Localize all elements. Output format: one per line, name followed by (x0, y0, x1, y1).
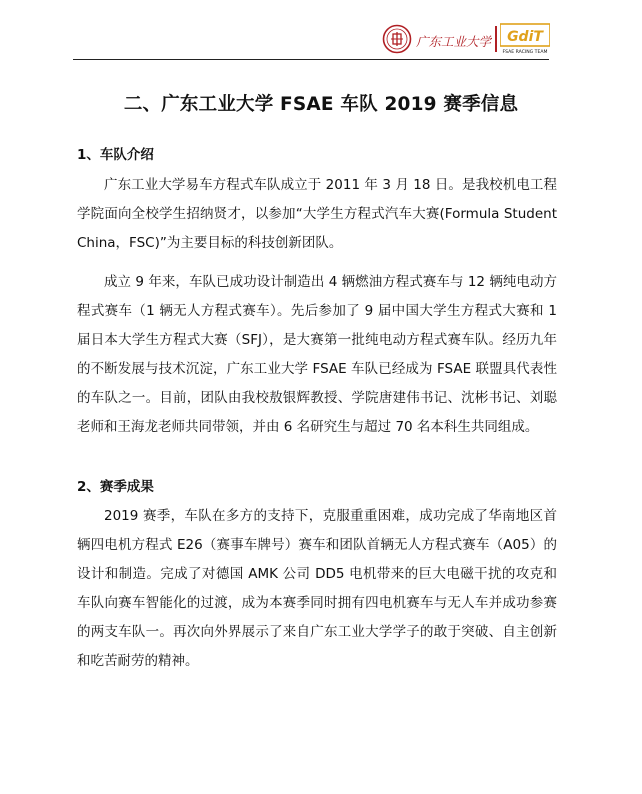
svg-text:FSAE RACING TEAM: FSAE RACING TEAM (502, 50, 548, 55)
section-heading-season-results: 2、赛季成果 (77, 479, 154, 495)
university-name-logo (416, 26, 492, 52)
logo-divider (495, 26, 497, 52)
header-logos (382, 22, 552, 56)
svg-text:广东工业大学: 广东工业大学 (416, 34, 492, 49)
header-rule (73, 59, 549, 60)
section-heading-team-intro: 1、车队介绍 (77, 147, 154, 163)
paragraph-team-history: 成立 9 年来，车队已成功设计制造出 4 辆燃油方程式赛车与 12 辆纯电动方程式赛车（1 辆无人方程式赛车）。先后参加了 9 届中国大学生方程式大赛和 1 届日本大学生方程式大赛（SFJ），是大赛第一批纯电动方程式赛车队。经历九年的不断发展与技术沉淀，广东工业大学 FSAE 车队已经成为 FSAE 联盟具代表性的车队之一。目前，团队由我校敖银辉教授、学院唐建伟书记、沈彬书记、刘聪老师和王海龙老师共同带领，并由 6 名研究生与超过 70 名本科生共同组成。 (77, 274, 557, 435)
document-title: 二、广东工业大学 FSAE 车队 2019 赛季信息 (123, 94, 519, 115)
svg-text:GdiT: GdiT (507, 29, 543, 45)
paragraph-team-founding: 广东工业大学易车方程式车队成立于 2011 年 3 月 18 日。是我校机电工程学院面向全校学生招纳贤才，以参加“大学生方程式汽车大赛(Formula Student China，FSC)”为主要目标的科技创新团队。 (77, 177, 557, 251)
university-seal-icon (382, 24, 412, 54)
fsae-team-logo (500, 23, 550, 55)
paragraph-season-results: 2019 赛季，车队在多方的支持下，克服重重困难，成功完成了华南地区首辆四电机方程式 E26（赛事车牌号）赛车和团队首辆无人方程式赛车（A05）的设计和制造。完成了对德国 AMK 公司 DD5 电机带来的巨大电磁干扰的攻克和车队向赛车智能化的过渡，成为本赛季同时拥有四电机赛车与无人车并成功参赛的两支车队一。再次向外界展示了来自广东工业大学学子的敢于突破、自主创新和吃苦耐劳的精神。 (77, 508, 557, 669)
